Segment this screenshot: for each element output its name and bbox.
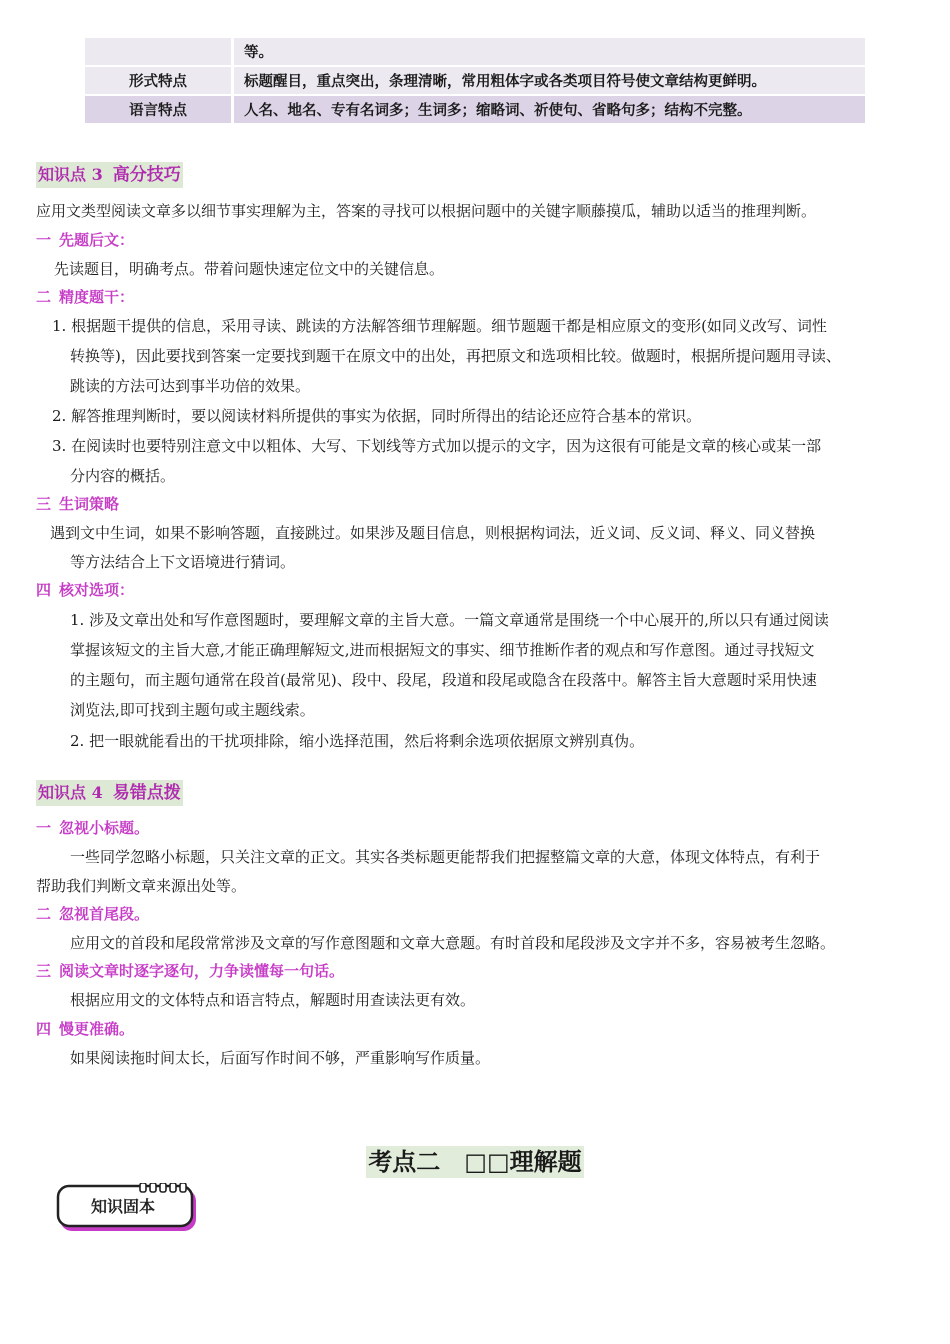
section-title: 高分技巧 [112,165,181,185]
paragraph-cont: 帮助我们判断文章来源出处等。 [36,877,247,895]
paragraph: 遇到文中生词，如果不影响答题，直接跳过。如果涉及题目信息，则根据构词法，近义词、反义词、释义、同义替换 [50,524,816,542]
subheading-2: 二 忽视首尾段。 [36,905,150,923]
list-item-cont: 跳读的方法可达到事半功倍的效果。 [70,377,311,395]
kaodian-title: 考点二 □□理解题 [368,1148,582,1176]
list-item: 2. 解答推理判断时，要以阅读材料所提供的事实为依据，同时所得出的结论还应符合基本的常识。 [52,407,702,425]
section-number: 知识点 4 [38,783,103,802]
table-key: 语言特点 [85,96,234,123]
table-value: 标题醒目，重点突出，条理清晰，常用粗体字或各类项目符号使文章结构更鲜明。 [234,67,865,94]
list-item: 1. 根据题干提供的信息，采用寻读、跳读的方法解答细节理解题。细节题题干都是相应原文的变形(如同义改写、词性 [52,317,827,335]
subheading-2: 二 精度题干： [36,288,135,306]
table-row [85,38,865,65]
table-row [85,67,865,94]
section-number: 知识点 3 [38,165,103,184]
list-item-cont: 掌握该短文的主旨大意,才能正确理解短文,进而根据短文的事实、细节推断作者的观点和写作意图。通过寻找短文 [70,641,815,659]
subheading-4: 四 慢更准确。 [36,1020,135,1038]
table-row [85,96,865,123]
section-title: 易错点拨 [112,783,181,803]
paragraph: 应用文的首段和尾段常常涉及文章的写作意图题和文章大意题。有时首段和尾段涉及文字并不多，容易被考生忽略。 [70,934,836,952]
subheading-3: 三 阅读文章时逐字逐句，力争读懂每一句话。 [36,962,345,980]
paragraph: 如果阅读拖时间太长，后面写作时间不够，严重影响写作质量。 [70,1049,491,1067]
section-heading-4 [36,780,183,806]
subheading-1: 一 先题后文： [36,231,135,249]
table-key [85,38,234,65]
subheading-4: 四 核对选项： [36,581,135,599]
list-item: 1. 涉及文章出处和写作意图题时，要理解文章的主旨大意。一篇文章通常是围绕一个中心展开的,所以只有通过阅读 [70,611,829,629]
list-item-cont: 的主题句，而主题句通常在段首(最常见)、段中、段尾，段道和段尾或隐含在段落中。解答主旨大意题时采用快速 [70,671,817,689]
paragraph: 根据应用文的文体特点和语言特点，解题时用查读法更有效。 [70,991,476,1009]
table-key: 形式特点 [85,67,234,94]
table-value: 等。 [234,38,865,65]
table-value: 人名、地名、专有名词多；生词多；缩略词、祈使句、省略句多；结构不完整。 [234,96,865,123]
paragraph-cont: 等方法结合上下文语境进行猜词。 [70,553,296,571]
subheading-1: 一 忽视小标题。 [36,819,150,837]
list-item-cont: 分内容的概括。 [70,467,176,485]
list-item-cont: 转换等)，因此要找到答案一定要找到题干在原文中的出处，再把原文和选项相比较。做题时，根据所提问题用寻读、 [70,347,841,365]
section-intro: 应用文类型阅读文章多以细节事实理解为主，答案的寻找可以根据问题中的关键字顺藤摸瓜，辅助以适当的推理判断。 [36,202,817,220]
paragraph: 先读题目，明确考点。带着问题快速定位文中的关键信息。 [54,260,445,278]
badge-label: 知识固本 [90,1197,155,1216]
list-item: 3. 在阅读时也要特别注意文中以粗体、大写、下划线等方式加以提示的文字，因为这很有可能是文章的核心或某一部 [52,437,822,455]
features-table [85,36,865,125]
list-item-cont: 浏览法,即可找到主题句或主题线索。 [70,701,315,719]
subheading-3: 三 生词策略 [36,495,120,513]
section-heading-3 [36,162,183,188]
paragraph: 一些同学忽略小标题，只关注文章的正文。其实各类标题更能帮我们把握整篇文章的大意，体现文体特点，有利于 [70,848,821,866]
list-item: 2. 把一眼就能看出的干扰项排除，缩小选择范围，然后将剩余选项依据原文辨别真伪。 [70,732,645,750]
